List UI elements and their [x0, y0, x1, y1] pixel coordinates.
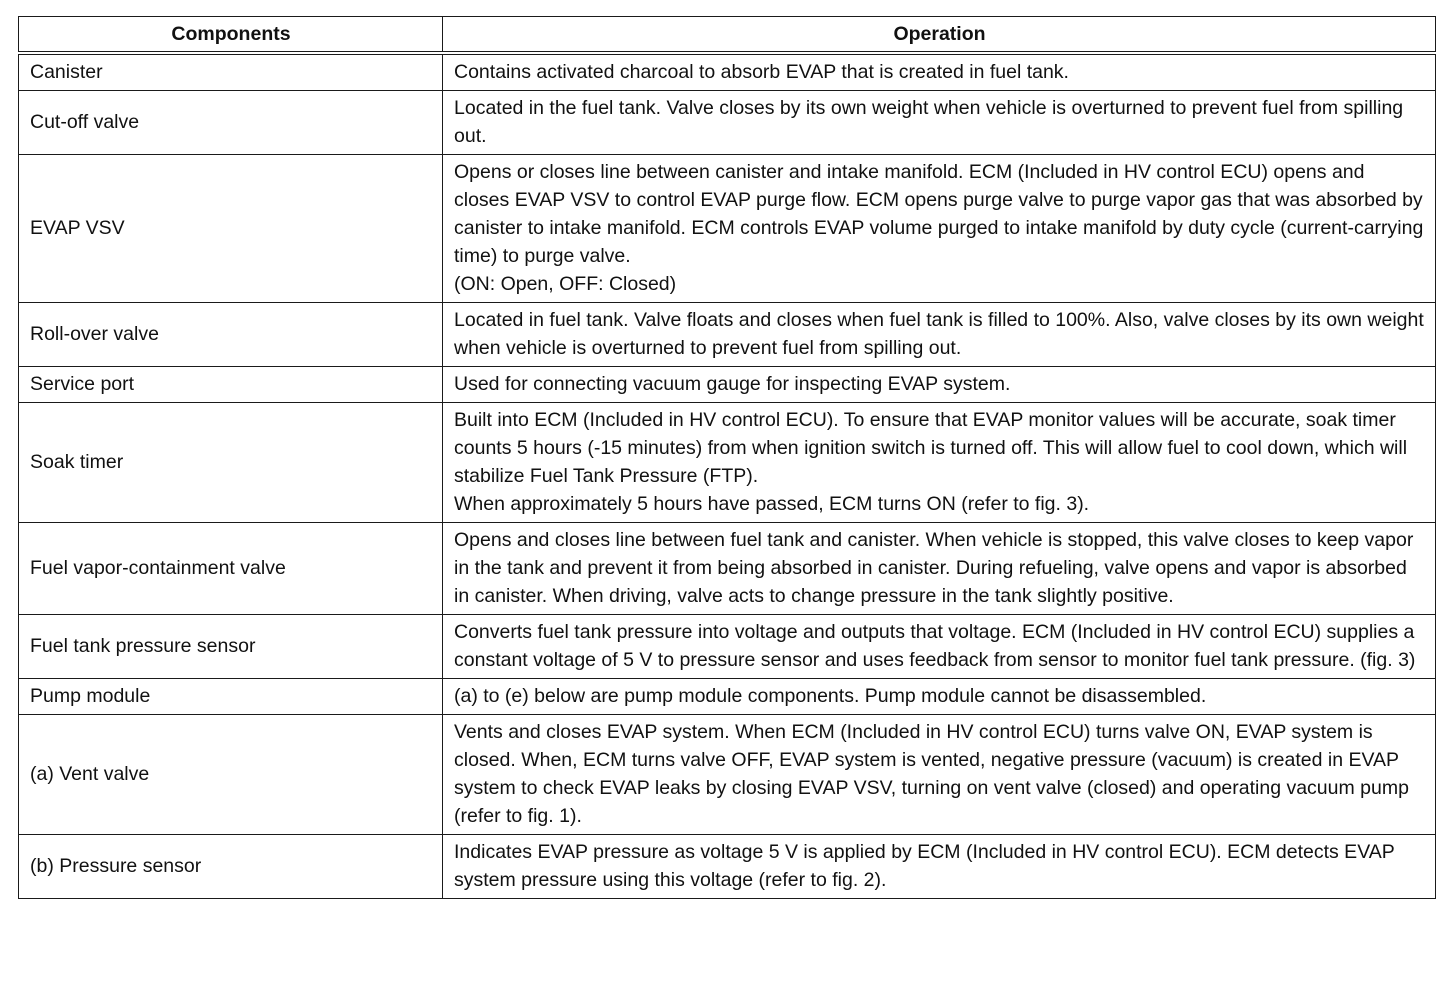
operation-text: When approximately 5 hours have passed, ECM turns ON (refer to fig. 3).: [454, 493, 1090, 515]
operation-cell: [443, 53, 1436, 91]
operation-cell: [443, 367, 1436, 403]
header-components: Components: [19, 17, 443, 54]
component-cell: (a) Vent valve: [19, 715, 443, 835]
component-cell: Service port: [19, 367, 443, 403]
operation-cell: [443, 615, 1436, 679]
operation-text: Used for connecting vacuum gauge for inspecting EVAP system.: [454, 373, 1011, 395]
table-row: [19, 523, 1436, 615]
component-cell: Fuel vapor-containment valve: [19, 523, 443, 615]
table-row: [19, 679, 1436, 715]
component-cell: Fuel tank pressure sensor: [19, 615, 443, 679]
operation-cell: [443, 835, 1436, 899]
table-body: [19, 53, 1436, 899]
operation-text: (ON: Open, OFF: Closed): [454, 273, 677, 295]
table-row: [19, 53, 1436, 91]
operation-text: (a) to (e) below are pump module components. Pump module cannot be disassembled.: [454, 685, 1207, 707]
component-cell: Soak timer: [19, 403, 443, 523]
operation-text: Located in fuel tank. Valve floats and closes when fuel tank is filled to 100%. Also, valve closes by its own weight when vehicle is overturned to prevent fuel from spilling out.: [454, 309, 1424, 359]
table-row: [19, 367, 1436, 403]
component-cell: Pump module: [19, 679, 443, 715]
component-cell: Cut-off valve: [19, 91, 443, 155]
operation-cell: [443, 715, 1436, 835]
table-row: [19, 835, 1436, 899]
operation-cell: [443, 303, 1436, 367]
table-header-row: [19, 17, 1436, 54]
table-row: [19, 91, 1436, 155]
component-cell: (b) Pressure sensor: [19, 835, 443, 899]
operation-cell: [443, 155, 1436, 303]
table-row: [19, 615, 1436, 679]
table-row: [19, 155, 1436, 303]
components-operation-table: [18, 16, 1436, 899]
operation-text: Opens and closes line between fuel tank and canister. When vehicle is stopped, this valve closes to keep vapor in the tank and prevent it from being absorbed in canister. During refueling, valve opens and vapor is absorbed in canister. When driving, valve acts to change pressure in the tank slightly positive.: [454, 529, 1414, 607]
operation-cell: [443, 91, 1436, 155]
header-operation: Operation: [443, 17, 1436, 54]
component-cell: EVAP VSV: [19, 155, 443, 303]
table-row: [19, 403, 1436, 523]
operation-text: Contains activated charcoal to absorb EVAP that is created in fuel tank.: [454, 61, 1069, 83]
component-cell: Canister: [19, 53, 443, 91]
operation-cell: [443, 403, 1436, 523]
table-row: [19, 715, 1436, 835]
operation-cell: [443, 679, 1436, 715]
operation-text: Indicates EVAP pressure as voltage 5 V is applied by ECM (Included in HV control ECU). ECM detects EVAP system pressure using this voltage (refer to fig. 2).: [454, 841, 1395, 891]
operation-text: Opens or closes line between canister and intake manifold. ECM (Included in HV control ECU) opens and closes EVAP VSV to control EVAP purge flow. ECM opens purge valve to purge vapor gas that was absorbed by canister to intake manifold. ECM controls EVAP volume purged to intake manifold by duty cycle (current-carrying time) to purge valve.: [454, 161, 1424, 267]
table-row: [19, 303, 1436, 367]
operation-text: Vents and closes EVAP system. When ECM (Included in HV control ECU) turns valve ON, EVAP system is closed. When, ECM turns valve OFF, EVAP system is vented, negative pressure (vacuum) is created in EVAP system to check EVAP leaks by closing EVAP VSV, turning on vent valve (closed) and operating vacuum pump (refer to fig. 1).: [454, 721, 1409, 827]
operation-text: Converts fuel tank pressure into voltage and outputs that voltage. ECM (Included in HV control ECU) supplies a constant voltage of 5 V to pressure sensor and uses feedback from sensor to monitor fuel tank pressure. (fig. 3): [454, 621, 1416, 671]
operation-cell: [443, 523, 1436, 615]
operation-text: Located in the fuel tank. Valve closes by its own weight when vehicle is overturned to prevent fuel from spilling out.: [454, 97, 1404, 147]
operation-text: Built into ECM (Included in HV control ECU). To ensure that EVAP monitor values will be accurate, soak timer counts 5 hours (-15 minutes) from when ignition switch is turned off. This will allow fuel to cool down, which will stabilize Fuel Tank Pressure (FTP).: [454, 409, 1408, 487]
component-cell: Roll-over valve: [19, 303, 443, 367]
